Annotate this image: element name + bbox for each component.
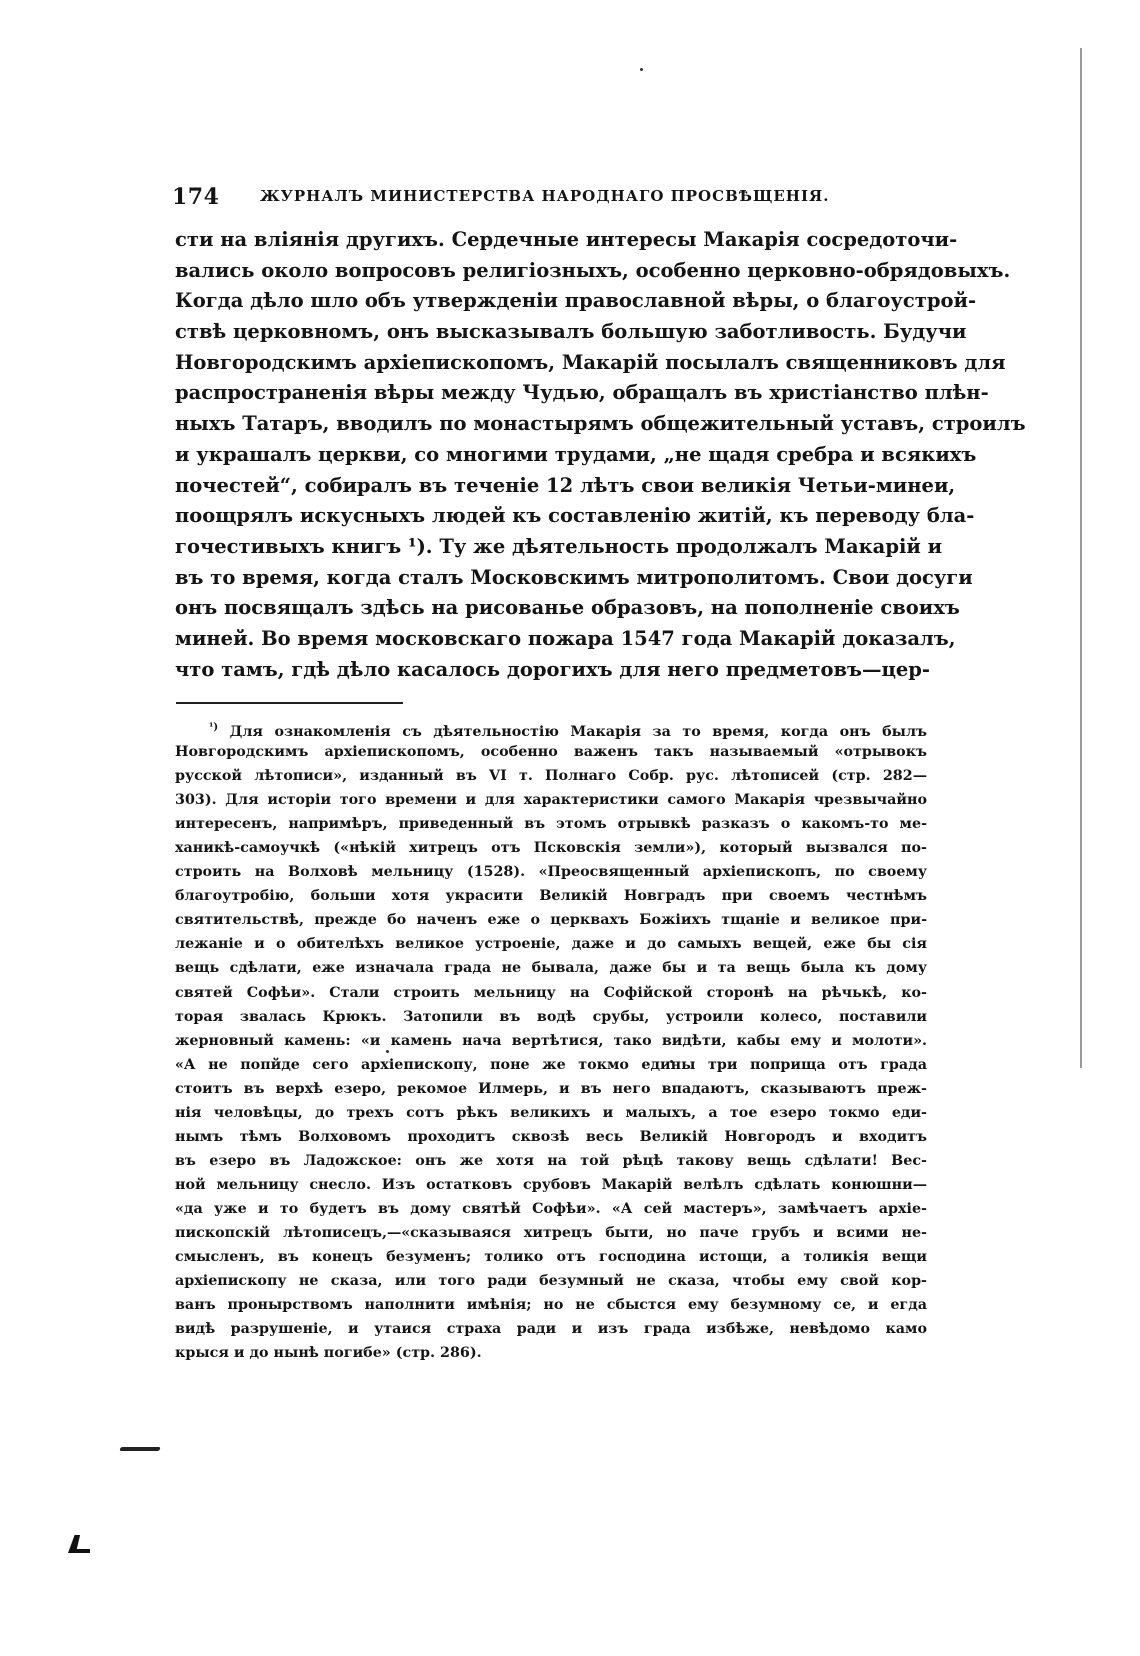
footnote-block — [175, 716, 927, 1365]
main-text-line: сти на вліянія другихъ. Сердечные интересы Макарія сосредоточи- — [175, 228, 958, 251]
scan-artifact-mark — [68, 1535, 90, 1553]
main-text-line: ствѣ церковномъ, онъ высказывалъ большую заботливость. Будучи — [175, 320, 967, 344]
footnote-line: вещь сдѣлати, еже изначала града не бывала, даже бы и та вещь была къ дому — [175, 960, 927, 977]
footnote-line: русской лѣтописи», изданный въ VI т. Полнаго Собр. рус. лѣтописей (стр. 282— — [175, 768, 927, 785]
scan-artifact-dash — [119, 1447, 160, 1451]
footnote-line: лежаніе и о обителѣхъ великое устроеніе, даже и до самыхъ вещей, еже бы сія — [175, 936, 927, 953]
main-text-line: въ то время, когда сталъ Московскимъ митрополитомъ. Свои досуги — [175, 565, 973, 589]
scan-speck — [640, 68, 643, 71]
footnote-line: пископскій лѣтописецъ,—«сказываяся хитрецъ быти, но паче грубъ и всими не- — [175, 1224, 927, 1241]
footnote-line: ванъ пронырствомъ наполнити имѣнія; но не сбыстся ему безумному се, и егда — [175, 1297, 927, 1314]
footnote-line: 303). Для исторіи того времени и для характеристики самого Макарія чрезвычайно — [175, 792, 927, 809]
footnote-line: смысленъ, въ конецъ безуменъ; толико отъ господина истощи, а толикія вещи — [175, 1249, 927, 1266]
main-text-line: гочестивыхъ книгъ ¹). Ту же дѣятельность продолжалъ Макарій и — [175, 534, 943, 558]
main-text-line: миней. Во время московскаго пожара 1547 года Макарій доказалъ, — [175, 626, 956, 650]
main-text-line: что тамъ, гдѣ дѣло касалось дорогихъ для него предметовъ—цер- — [175, 657, 931, 681]
page-number: 174 — [172, 184, 220, 210]
footnote-line: нымъ тѣмъ Волховомъ проходитъ сквозѣ весь Великій Новгородъ и входитъ — [175, 1128, 927, 1145]
footnote-first-line — [175, 716, 927, 740]
footnote-line: крыся и до нынѣ погибе» (стр. 286). — [175, 1345, 482, 1362]
main-text-block — [175, 225, 1026, 685]
footnote-line: «да уже и то будетъ въ дому святѣй Софѣи». «А сей мастеръ», замѣчаетъ архіе- — [175, 1200, 927, 1217]
footnote-first-line-text: Для ознакомленія съ дѣятельностію Макарія за то время, когда онъ былъ — [229, 724, 927, 740]
main-text-line: онъ посвящалъ здѣсь на рисованье образовъ, на пополненіе своихъ — [175, 596, 960, 620]
footnote-line: нія человѣцы, до трехъ сотъ рѣкъ великихъ и малыхъ, а тое езеро токмо еди- — [175, 1104, 927, 1121]
page-header — [172, 184, 972, 216]
footnote-line: благоутробію, больши хотя украсити Великій Новградъ при своемъ честнѣмъ — [175, 888, 927, 905]
footnote-line: ханикѣ-самоучкѣ («нѣкій хитрецъ отъ Псковскія земли»), который вызвался по- — [175, 840, 927, 857]
footnote-line: святей Софѣи». Стали строить мельницу на Софійской сторонѣ на рѣчькѣ, ко- — [175, 984, 927, 1001]
footnote-line: стоитъ въ верхѣ езеро, рекомое Илмерь, и въ него впадаютъ, сказываютъ преж- — [175, 1080, 927, 1097]
footnote-line: видѣ разрушеніе, и утаися страха ради и изъ града избѣже, невѣдомо камо — [175, 1321, 927, 1338]
footnote-line: торая звалась Крюкъ. Затопили въ водѣ срубы, устроили колесо, поставили — [175, 1008, 927, 1025]
main-text-line: вались около вопросовъ религіозныхъ, особенно церковно-обрядовыхъ. — [175, 258, 1011, 282]
footnote-line: святительствѣ, прежде бо наченъ еже о церквахъ Божіихъ тщаніе и великое при- — [175, 912, 927, 929]
main-text-line: распространенія вѣры между Чудью, обращалъ въ христіанство плѣн- — [175, 381, 989, 405]
main-text-line: Новгородскимъ архіепископомъ, Макарій посылалъ священниковъ для — [175, 350, 1006, 374]
footnote-line: жерновный камень: «и камень нача вертѣтися, тако видѣти, кабы ему и молоти». — [175, 1032, 927, 1049]
footnote-line: «А не попйде сего архіепископу, поне же токмо едины три поприща отъ града — [175, 1056, 927, 1073]
footnote-marker: ¹) — [209, 722, 219, 733]
running-head: ЖУРНАЛЪ МИНИСТЕРСТВА НАРОДНАГО ПРОСВѢЩЕНІЯ. — [260, 187, 830, 205]
footnote-line: въ езеро въ Ладожское: онъ же хотя на той рѣцѣ такову вещь сдѣлати! Вес- — [175, 1152, 927, 1169]
footnote-line: интересенъ, напримѣръ, приведенный въ этомъ отрывкѣ разказъ о какомъ-то ме- — [175, 816, 927, 833]
page-edge-line — [1080, 48, 1082, 1068]
footnote-line: Новгородскимъ архіепископомъ, особенно важенъ такъ называемый «отрывокъ — [175, 744, 927, 761]
main-text-line: Когда дѣло шло объ утвержденіи православной вѣры, о благоустрой- — [175, 289, 977, 313]
footnote-separator — [176, 702, 403, 704]
footnote-line: ной мельницу снесло. Изъ остатковъ срубовъ Макарій велѣлъ сдѣлать конюшни— — [175, 1176, 927, 1193]
footnote-line: архіепископу не сказа, или того ради безумный не сказа, чтобы ему свой кор- — [175, 1273, 927, 1290]
main-text-line: и украшалъ церкви, со многими трудами, „не щадя сребра и всякихъ — [175, 442, 977, 466]
footnote-line: строить на Волховѣ мельницу (1528). «Преосвященный архіепископъ, по своему — [175, 864, 927, 881]
main-text-line: ныхъ Татаръ, вводилъ по монастырямъ общежительный уставъ, строилъ — [175, 412, 1026, 436]
main-text-line: поощрялъ искусныхъ людей къ составленію житій, къ переводу бла- — [175, 504, 975, 528]
main-text-line: почестей“, собиралъ въ теченіе 12 лѣтъ свои великія Четьи-минеи, — [175, 473, 956, 497]
